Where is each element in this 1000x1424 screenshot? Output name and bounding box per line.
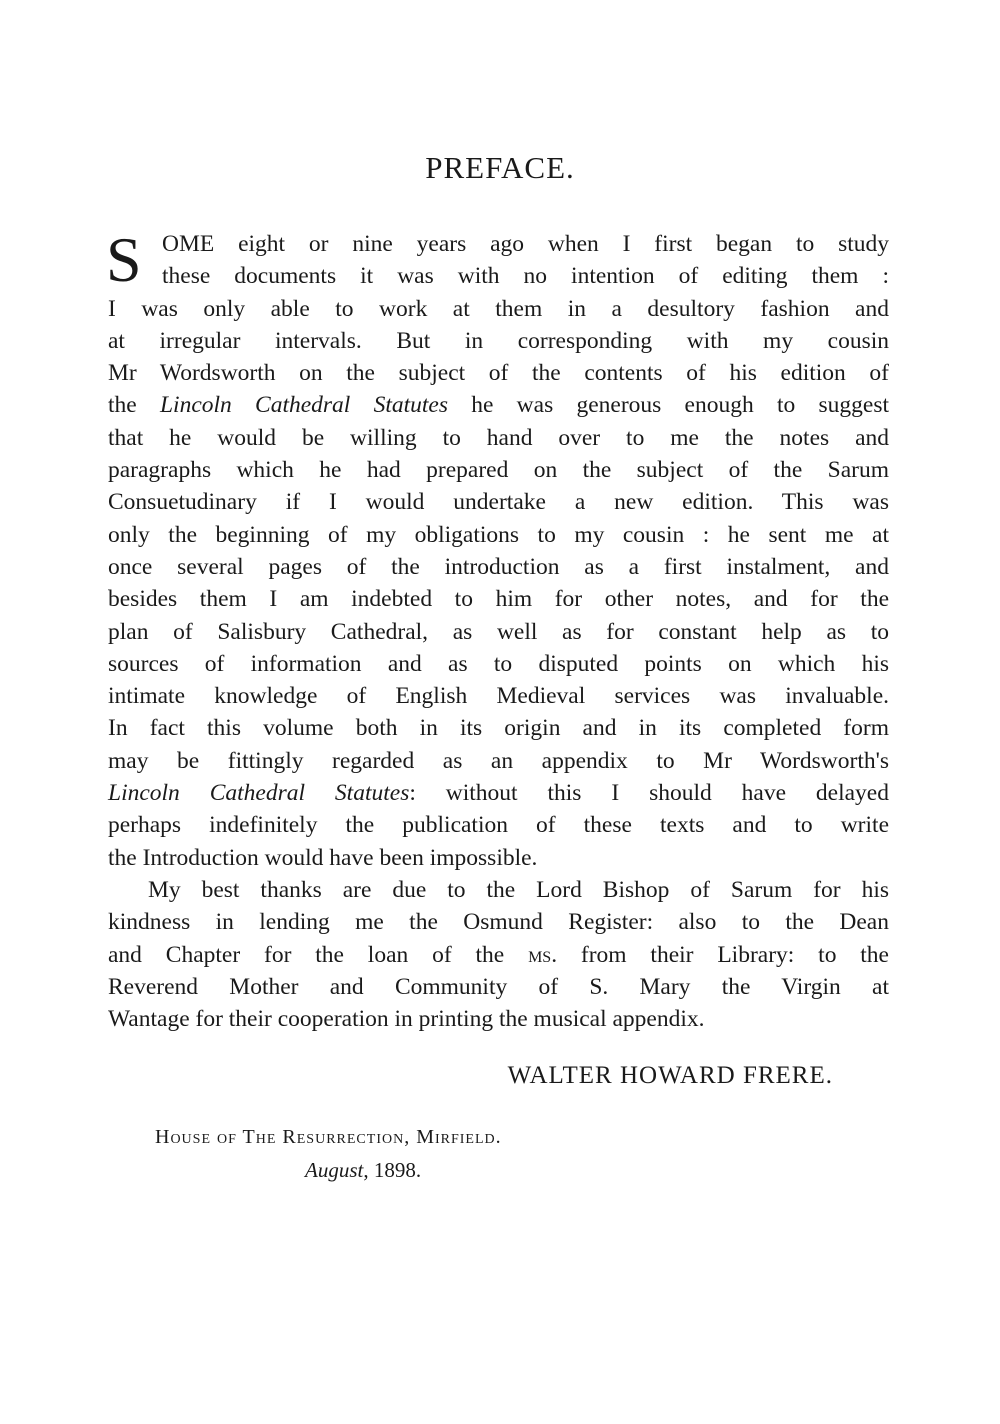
text-line: [108, 422, 889, 454]
text-segment: he was generous enough to suggest: [448, 392, 889, 419]
text-segment: once several pages of the introduction as a first instalment, and: [108, 553, 889, 580]
text-line: [108, 842, 889, 874]
text-line: [108, 389, 889, 421]
place-line: House of The Resurrection, Mirfield.: [155, 1126, 502, 1148]
text-line: [108, 874, 889, 906]
text-line: [108, 325, 889, 357]
text-segment: these documents it was with no intention of editing them :: [162, 263, 889, 290]
text-segment: only the beginning of my obligations to my cousin : he sent me at: [108, 521, 889, 548]
drop-cap: S: [106, 224, 142, 295]
text-segment: from their Library: to the: [557, 941, 889, 968]
text-segment: ms.: [528, 941, 558, 968]
text-segment: : without this I should have delayed: [409, 780, 889, 807]
text-segment: In fact this volume both in its origin and in its completed form: [108, 715, 889, 742]
text-segment: Reverend Mother and Community of S. Mary the Virgin at: [108, 973, 889, 1000]
author-signature: WALTER HOWARD FRERE.: [507, 1062, 833, 1089]
text-segment: may be fittingly regarded as an appendix to Mr Wordsworth's: [108, 747, 889, 774]
page-title: PREFACE.: [425, 150, 575, 185]
text-line: [108, 583, 889, 615]
date-month: August: [305, 1158, 364, 1182]
text-line: [108, 971, 889, 1003]
text-line: [108, 680, 889, 712]
text-segment: plan of Salisbury Cathedral, as well as for constant help as to: [108, 618, 889, 645]
italic-title: Lincoln Cathedral Statutes: [159, 392, 448, 419]
text-line: [108, 648, 889, 680]
text-segment: the: [108, 392, 160, 419]
text-line: [108, 228, 889, 260]
text-line: [108, 551, 889, 583]
text-segment: My best thanks are due to the Lord Bishop of Sarum for his: [148, 876, 889, 903]
text-segment: Consuetudinary if I would undertake a new edition. This was: [108, 489, 889, 516]
text-line: [108, 745, 889, 777]
text-line: [108, 519, 889, 551]
text-line: [108, 906, 889, 938]
text-line: [108, 809, 889, 841]
date-year: , 1898.: [363, 1158, 422, 1182]
text-segment: Mr Wordsworth on the subject of the contents of his edition of: [108, 360, 889, 387]
text-segment: kindness in lending me the Osmund Register: also to the Dean: [108, 909, 889, 936]
text-line: [108, 1003, 889, 1035]
text-line: [108, 777, 889, 809]
text-line: [108, 454, 889, 486]
text-segment: the Introduction would have been impossible.: [108, 844, 538, 871]
preface-body: [106, 224, 889, 1035]
text-segment: Wantage for their cooperation in printing the musical appendix.: [108, 1006, 705, 1033]
text-line: [108, 616, 889, 648]
italic-title: Lincoln Cathedral Statutes: [108, 780, 410, 807]
text-line: [108, 486, 889, 518]
text-segment: besides them I am indebted to him for other notes, and for the: [108, 586, 889, 613]
text-line: [108, 293, 889, 325]
text-segment: I was only able to work at them in a desultory fashion and: [108, 295, 889, 322]
text-segment: sources of information and as to disputed points on which his: [108, 650, 889, 677]
text-line: [108, 939, 889, 971]
text-line: [108, 260, 889, 292]
text-segment: and Chapter for the loan of the: [108, 941, 529, 968]
text-segment: OME eight or nine years ago when I first began to study: [162, 231, 889, 257]
text-segment: paragraphs which he had prepared on the subject of the Sarum: [108, 457, 889, 484]
text-segment: at irregular intervals. But in corresponding with my cousin: [108, 327, 889, 354]
text-segment: that he would be willing to hand over to me the notes and: [108, 424, 889, 451]
text-line: [108, 357, 889, 389]
text-line: [108, 712, 889, 744]
text-segment: perhaps indefinitely the publication of these texts and to write: [108, 812, 889, 839]
text-segment: intimate knowledge of English Medieval services was invaluable.: [108, 683, 889, 710]
date-line: [305, 1158, 421, 1183]
